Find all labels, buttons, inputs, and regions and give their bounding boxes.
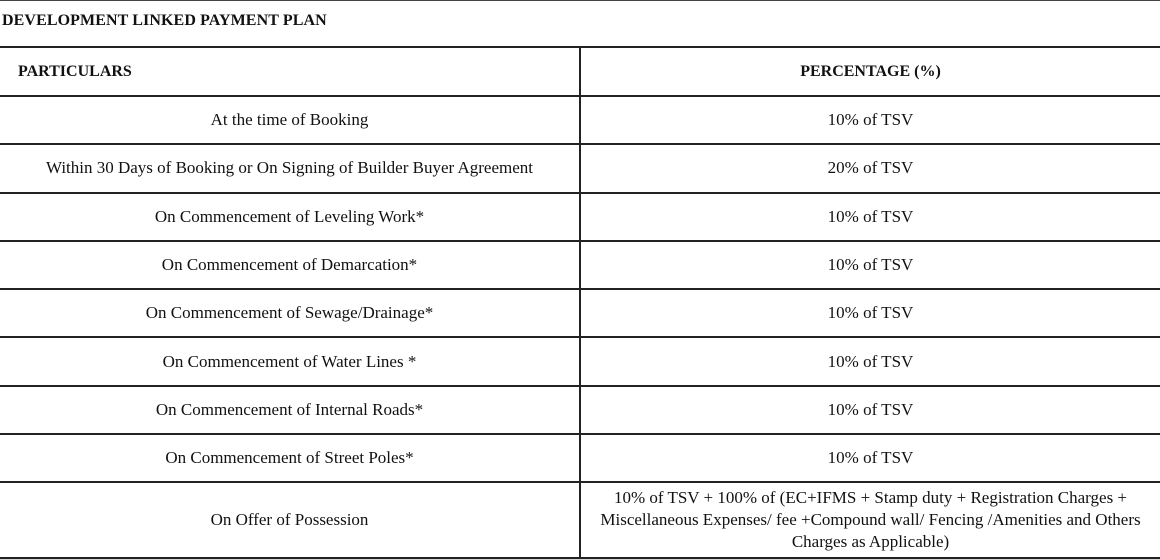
particular-cell: On Commencement of Street Poles*	[0, 434, 580, 482]
percentage-cell: 10% of TSV + 100% of (EC+IFMS + Stamp duty + Registration Charges + Miscellaneous Expenses/ fee +Compound wall/ Fencing /Amenities and Others Charges as Applicable)	[580, 482, 1160, 558]
table-row	[0, 241, 1160, 289]
particular-cell: On Commencement of Demarcation*	[0, 241, 580, 289]
percentage-cell: 20% of TSV	[580, 144, 1160, 192]
particular-cell: At the time of Booking	[0, 96, 580, 144]
percentage-cell: 10% of TSV	[580, 434, 1160, 482]
header-percentage: PERCENTAGE (%)	[580, 47, 1160, 96]
payment-plan-table	[0, 46, 1160, 559]
particular-cell: On Commencement of Internal Roads*	[0, 386, 580, 434]
particular-cell: On Commencement of Water Lines *	[0, 337, 580, 385]
page-title: DEVELOPMENT LINKED PAYMENT PLAN	[2, 12, 327, 29]
table-row	[0, 482, 1160, 558]
particular-cell: On Commencement of Sewage/Drainage*	[0, 289, 580, 337]
percentage-cell: 10% of TSV	[580, 241, 1160, 289]
percentage-cell: 10% of TSV	[580, 386, 1160, 434]
particular-cell: On Commencement of Leveling Work*	[0, 193, 580, 241]
table-row	[0, 96, 1160, 144]
particular-cell: Within 30 Days of Booking or On Signing of Builder Buyer Agreement	[0, 144, 580, 192]
particular-cell: On Offer of Possession	[0, 482, 580, 558]
top-divider	[0, 0, 1160, 1]
table-row	[0, 434, 1160, 482]
table-row	[0, 193, 1160, 241]
table-row	[0, 144, 1160, 192]
table-row	[0, 386, 1160, 434]
percentage-cell: 10% of TSV	[580, 96, 1160, 144]
percentage-cell: 10% of TSV	[580, 289, 1160, 337]
table-header-row	[0, 47, 1160, 96]
percentage-cell: 10% of TSV	[580, 337, 1160, 385]
table-row	[0, 289, 1160, 337]
header-particulars: PARTICULARS	[0, 47, 580, 96]
table-row	[0, 337, 1160, 385]
percentage-cell: 10% of TSV	[580, 193, 1160, 241]
